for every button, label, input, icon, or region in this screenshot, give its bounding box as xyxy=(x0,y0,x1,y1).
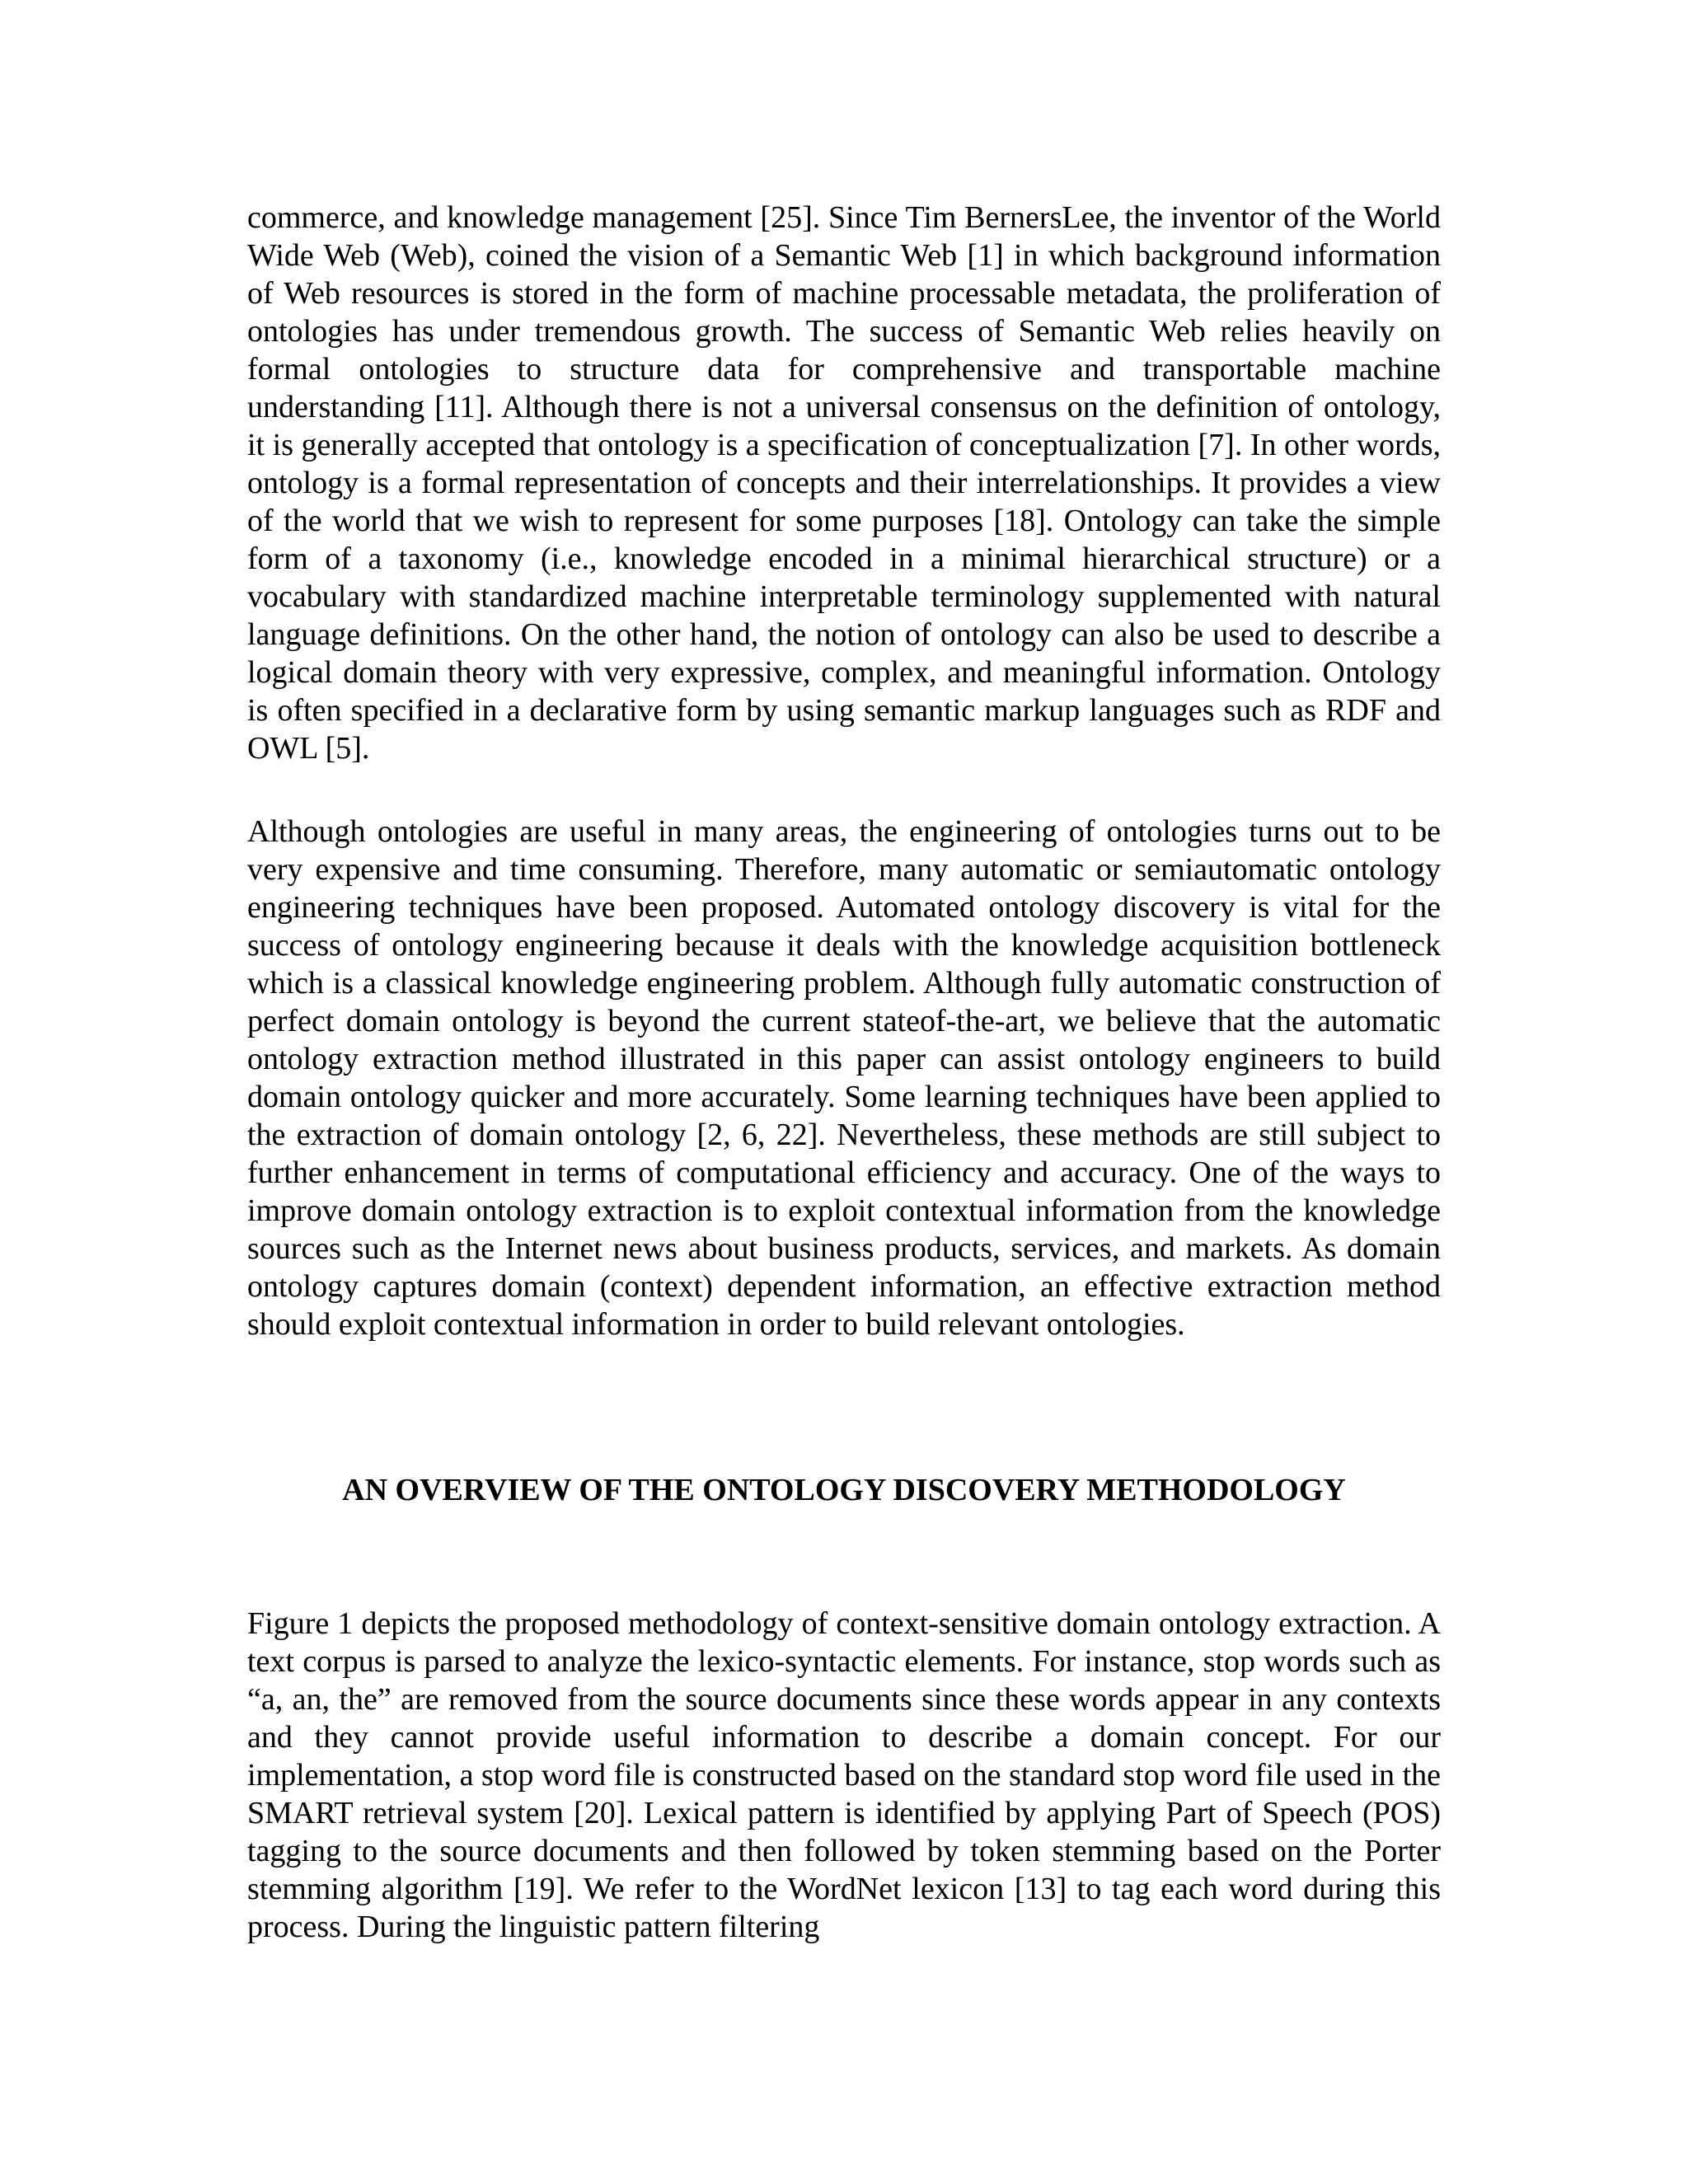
body-paragraph-3: Figure 1 depicts the proposed methodology of context-sensitive domain ontology extraction. A text corpus is parsed to analyze the lexico-syntactic elements. For instance, stop words such as “a, an, the” are removed from the source documents since these words appear in any contexts and they cannot provide useful information to describe a domain concept. For our implementation, a stop word file is constructed based on the standard stop word file used in the SMART retrieval system [20]. Lexical pattern is identified by applying Part of Speech (POS) tagging to the source documents and then followed by token stemming based on the Porter stemming algorithm [19]. We refer to the WordNet lexicon [13] to tag each word during this process. During the linguistic pattern filtering xyxy=(247,1606,1441,1944)
section-heading: AN OVERVIEW OF THE ONTOLOGY DISCOVERY METHODOLOGY xyxy=(342,1473,1346,1507)
body-paragraph-2: Although ontologies are useful in many areas, the engineering of ontologies turns out to be very expensive and time consuming. Therefore, many automatic or semiautomatic ontology engineering techniques have been proposed. Automated ontology discovery is vital for the success of ontology engineering because it deals with the knowledge acquisition bottleneck which is a classical knowledge engineering problem. Although fully automatic construction of perfect domain ontology is beyond the current stateof-the-art, we believe that the automatic ontology extraction method illustrated in this paper can assist ontology engineers to build domain ontology quicker and more accurately. Some learning techniques have been applied to the extraction of domain ontology [2, 6, 22]. Nevertheless, these methods are still subject to further enhancement in terms of computational efficiency and accuracy. One of the ways to improve domain ontology extraction is to exploit contextual information from the knowledge sources such as the Internet news about business products, services, and markets. As domain ontology captures domain (context) dependent information, an effective extraction method should exploit contextual information in order to build relevant ontologies. xyxy=(247,814,1441,1342)
body-paragraph-1: commerce, and knowledge management [25]. Since Tim BernersLee, the inventor of the World Wide Web (Web), coined the vision of a Semantic Web [1] in which background information of Web resources is stored in the form of machine processable metadata, the proliferation of ontologies has under tremendous growth. The success of Semantic Web relies heavily on formal ontologies to structure data for comprehensive and transportable machine understanding [11]. Although there is not a universal consensus on the definition of ontology, it is generally accepted that ontology is a specification of conceptualization [7]. In other words, ontology is a formal representation of concepts and their interrelationships. It provides a view of the world that we wish to represent for some purposes [18]. Ontology can take the simple form of a taxonomy (i.e., knowledge encoded in a minimal hierarchical structure) or a vocabulary with standardized machine interpretable terminology supplemented with natural language definitions. On the other hand, the notion of ontology can also be used to describe a logical domain theory with very expressive, complex, and meaningful information. Ontology is often specified in a declarative form by using semantic markup languages such as RDF and OWL [5]. xyxy=(247,200,1441,766)
